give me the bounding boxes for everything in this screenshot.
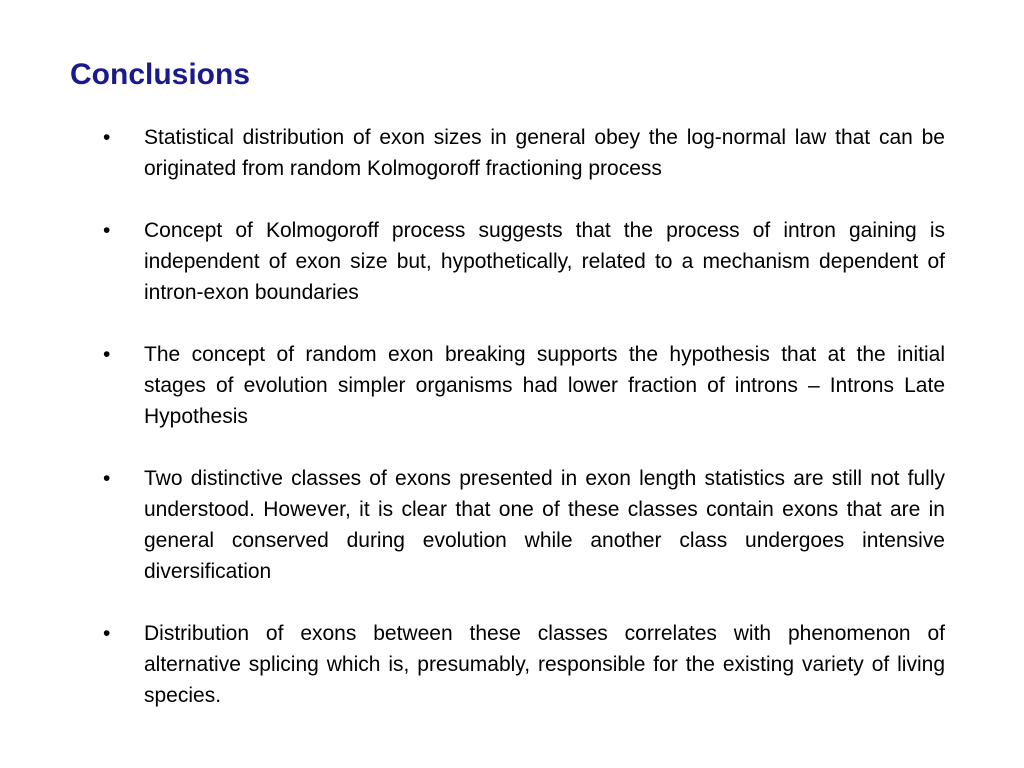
bullet-marker: •: [103, 622, 111, 645]
bullet-marker: •: [103, 219, 111, 242]
bullet-list: [100, 122, 945, 711]
bullet-text: The concept of random exon breaking supports the hypothesis that at the initial stages of evolution simpler organisms had lower fraction of introns – Introns Late Hypothesis: [144, 343, 945, 428]
bullet-text: Distribution of exons between these classes correlates with phenomenon of alternative splicing which is, presumably, responsible for the existing variety of living species.: [144, 622, 945, 707]
bullet-text: Two distinctive classes of exons presented in exon length statistics are still not fully understood. However, it is clear that one of these classes contain exons that are in general conserved during evolution while another class undergoes intensive diversification: [144, 467, 945, 583]
bullet-item: [100, 122, 945, 184]
bullet-text: Concept of Kolmogoroff process suggests that the process of intron gaining is independent of exon size but, hypothetically, related to a mechanism dependent of intron-exon boundaries: [144, 219, 945, 304]
slide-title: Conclusions: [70, 58, 251, 91]
bullet-item: [100, 618, 945, 711]
bullet-marker: •: [103, 467, 111, 490]
bullet-item: [100, 463, 945, 587]
bullet-marker: •: [103, 126, 111, 149]
bullet-marker: •: [103, 343, 111, 366]
bullet-item: [100, 215, 945, 308]
bullet-text: Statistical distribution of exon sizes in general obey the log-normal law that can be originated from random Kolmogoroff fractioning process: [144, 126, 945, 180]
bullet-item: [100, 339, 945, 432]
